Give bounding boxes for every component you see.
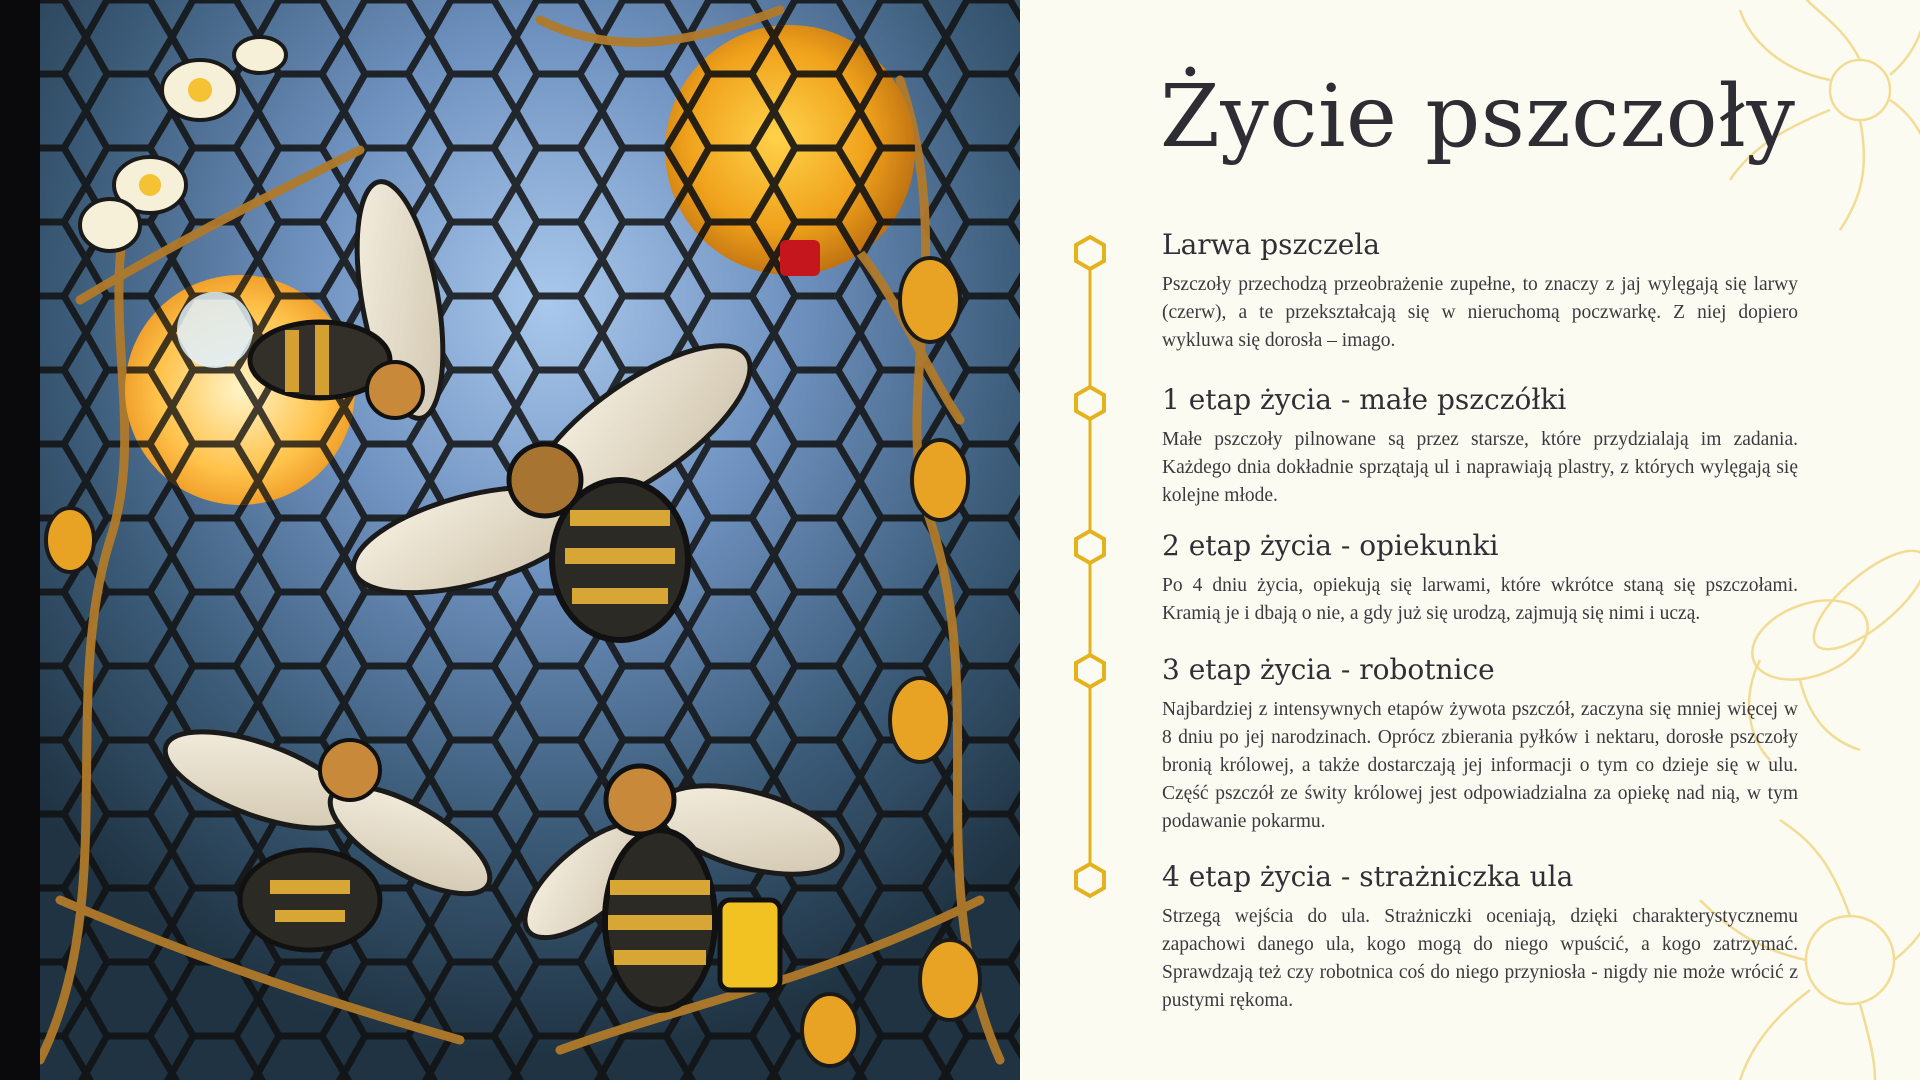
hexagon-icon <box>1076 531 1104 563</box>
page-title: Życie pszczoły <box>1160 67 1796 167</box>
stage-heading: 2 etap życia - opiekunki <box>1162 529 1499 562</box>
stage-heading: 1 etap życia - małe pszczółki <box>1162 383 1567 416</box>
stage-text: Po 4 dniu życia, opiekują się larwami, które wkrótce staną się pszczołami. Kramią je i dbają o nie, a gdy już się urodzą, zajmują się nimi i uczą. <box>1162 575 1798 624</box>
stage-heading: Larwa pszczela <box>1162 228 1380 261</box>
stage-text: Małe pszczoły pilnowane są przez starsze, które przydzialają im zadania. Każdego dnia dokładnie sprzątają ul i naprawiają plastry, z których wylęgają się kolejne młode. <box>1162 429 1798 506</box>
timeline <box>1060 0 1120 1080</box>
stage-heading: 3 etap życia - robotnice <box>1162 653 1495 686</box>
stage-text: Strzegą wejścia do ula. Strażniczki oceniają, dzięki charakterystycznemu zapachowi danego ula, kogo mogą do niego wpuścić, a kogo zatrzymać. Sprawdzają też czy robotnica coś do niego przyniosła - nigdy nie może wrócić z pustymi rękoma. <box>1162 906 1798 1011</box>
stage-2 <box>1162 529 1798 628</box>
stage-1 <box>1162 383 1798 510</box>
stage-larva <box>1162 228 1798 355</box>
hexagon-icon <box>1076 655 1104 687</box>
stage-3 <box>1162 653 1798 836</box>
stage-heading: 4 etap życia - strażniczka ula <box>1162 860 1574 893</box>
hexagon-icon <box>1076 387 1104 419</box>
stage-4 <box>1162 860 1798 1015</box>
stage-text: Najbardziej z intensywnych etapów żywota pszczół, zaczyna się mniej więcej w 8 dniu po jej narodzinach. Oprócz zbierania pyłków i nektaru, dorosłe pszczoły bronią królowej, a także dostarczają jej informacji o tym co dzieje się w ulu. Część pszczół ze świty królowej jest odpowiadzialna za opiekę nad nią, w tym podawanie pokarmu. <box>1162 699 1798 832</box>
hexagon-icon <box>1076 864 1104 896</box>
hexagon-icon <box>1076 237 1104 269</box>
stage-text: Pszczoły przechodzą przeobrażenie zupełne, to znaczy z jaj wylęgają się larwy (czerw), a te przekształcają się w nieruchomą poczwarkę. Z niej dopiero wykluwa się dorosła – imago. <box>1162 274 1798 351</box>
